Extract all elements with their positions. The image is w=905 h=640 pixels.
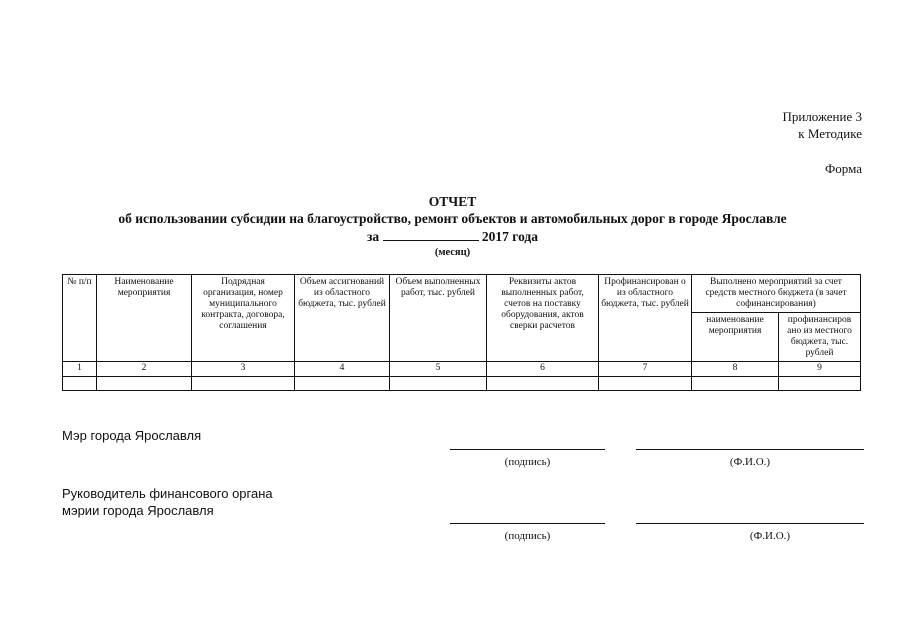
empty-cell (692, 377, 779, 391)
period-suffix: 2017 года (481, 229, 539, 244)
report-subtitle: об использовании субсидии на благоустройство, ремонт объектов и автомобильных дорог в городе Ярославле (118, 211, 787, 226)
mayor-name-line (636, 449, 864, 450)
empty-cell (487, 377, 599, 391)
period-blank-line (383, 229, 479, 241)
column-number: 5 (390, 362, 487, 377)
column-number: 6 (487, 362, 599, 377)
header-col2: Наименование мероприятия (97, 275, 192, 362)
header-row-1 (63, 275, 861, 313)
column-number-row (63, 362, 861, 377)
finance-head-title (62, 485, 273, 519)
mayor-signature-line (450, 449, 605, 450)
header-col8: наименование мероприятия (692, 313, 779, 362)
header-col1: № п/п (63, 275, 97, 362)
mayor-name-caption: (Ф.И.О.) (729, 456, 771, 468)
mayor-title: Мэр города Ярославля (62, 428, 202, 443)
report-table (62, 274, 861, 391)
finance-signature-line (450, 523, 605, 524)
header-col6: Реквизиты актов выполненных работ, счетов на поставку оборудования, актов сверки расчетов (487, 275, 599, 362)
finance-name-caption: (Ф.И.О.) (749, 530, 791, 542)
month-caption: (месяц) (434, 247, 471, 258)
column-number: 4 (295, 362, 390, 377)
mayor-signature-caption: (подпись) (504, 456, 551, 468)
empty-data-row (63, 377, 861, 391)
finance-name-line (636, 523, 864, 524)
column-number: 2 (97, 362, 192, 377)
header-col7: Профинансирован о из областного бюджета, тыс. рублей (599, 275, 692, 362)
empty-cell (295, 377, 390, 391)
column-number: 1 (63, 362, 97, 377)
column-number: 7 (599, 362, 692, 377)
form-label: Форма (825, 161, 862, 176)
period-prefix: за (366, 229, 380, 244)
header-col5: Объем выполненных работ, тыс. рублей (390, 275, 487, 362)
finance-signature-caption: (подпись) (504, 530, 551, 542)
empty-cell (63, 377, 97, 391)
appendix-line1: Приложение 3 (782, 109, 862, 124)
report-title: ОТЧЕТ (428, 194, 477, 209)
header-col4: Объем ассигнований из областного бюджета, тыс. рублей (295, 275, 390, 362)
header-group: Выполнено мероприятий за счет средств местного бюджета (в зачет софинансирования) (692, 275, 861, 313)
column-number: 9 (779, 362, 861, 377)
column-number: 8 (692, 362, 779, 377)
column-number: 3 (192, 362, 295, 377)
empty-cell (97, 377, 192, 391)
header-col9: профинансиров ано из местного бюджета, тыс. рублей (779, 313, 861, 362)
empty-cell (192, 377, 295, 391)
finance-head-line2: мэрии города Ярославля (62, 503, 214, 518)
empty-cell (779, 377, 861, 391)
report-period (0, 229, 905, 245)
empty-cell (390, 377, 487, 391)
header-col3: Подрядная организация, номер муниципального контракта, договора, соглашения (192, 275, 295, 362)
appendix-block (782, 108, 862, 142)
finance-head-line1: Руководитель финансового органа (62, 486, 273, 501)
empty-cell (599, 377, 692, 391)
appendix-line2: к Методике (798, 126, 862, 141)
